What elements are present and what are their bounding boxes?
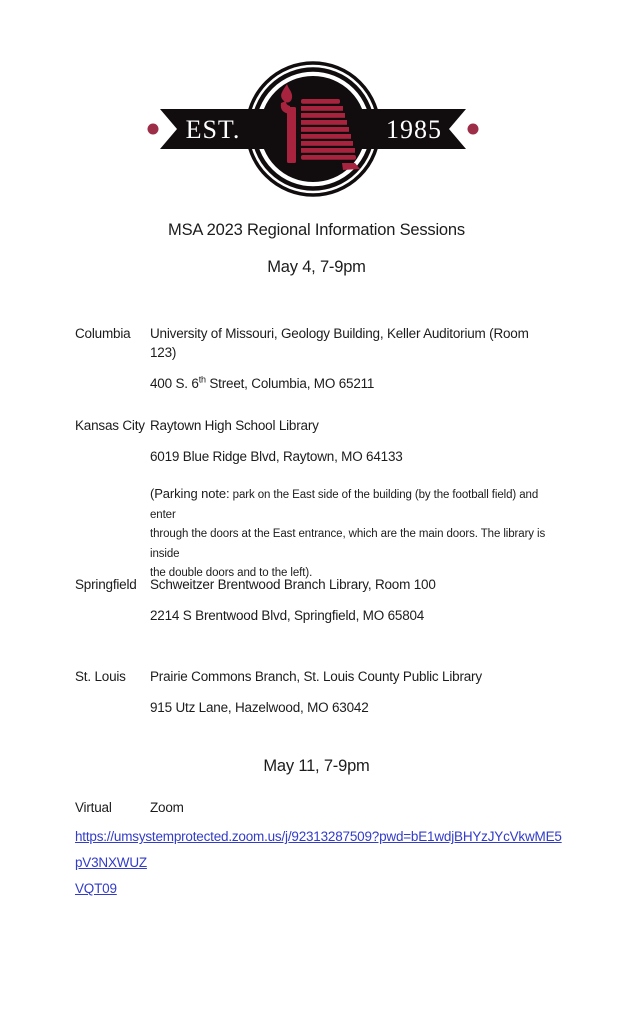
city-label: Springfield: [75, 577, 137, 592]
parking-note-line2: through the doors at the East entrance, which are the main doors. The library is inside: [150, 528, 546, 560]
zoom-meeting-link[interactable]: [75, 824, 565, 902]
ordinal-suffix: th: [198, 374, 206, 385]
city-label: Kansas City: [75, 418, 145, 433]
address-text: 400 S. 6th Street, Columbia, MO 65211: [150, 374, 375, 391]
session-row-kansas-city: [75, 416, 558, 584]
may4-heading: May 4, 7-9pm: [267, 258, 366, 276]
address-text: 2214 S Brentwood Blvd, Springfield, MO 65804: [150, 608, 425, 623]
venue-text: University of Missouri, Geology Building, Keller Auditorium (Room 123): [150, 326, 529, 360]
zoom-link-line1[interactable]: https://umsystemprotected.zoom.us/j/92313287509?pwd=bE1wdjBHYzJYcVkwME5pV3NXWUZ: [75, 829, 562, 870]
venue-text: Schweitzer Brentwood Branch Library, Room 100: [150, 577, 436, 592]
city-label: Columbia: [75, 326, 131, 341]
est-label: EST.: [185, 115, 241, 144]
page-title: MSA 2023 Regional Information Sessions: [168, 221, 465, 239]
venue-text: Raytown High School Library: [150, 418, 319, 433]
year-label: 1985: [386, 115, 442, 144]
city-label: St. Louis: [75, 669, 126, 684]
parking-note: [150, 484, 558, 584]
zoom-link-line2[interactable]: VQT09: [75, 881, 117, 896]
session-row-springfield: [75, 575, 558, 637]
platform-text: Zoom: [150, 800, 184, 815]
address-text: 6019 Blue Ridge Blvd, Raytown, MO 64133: [150, 449, 403, 464]
city-label: Virtual: [75, 800, 112, 815]
msa-logo: [146, 57, 480, 203]
ribbon-dot-left-icon: [148, 124, 159, 135]
address-text: 915 Utz Lane, Hazelwood, MO 63042: [150, 700, 369, 715]
venue-text: Prairie Commons Branch, St. Louis County Public Library: [150, 669, 482, 684]
session-row-columbia: [75, 324, 558, 405]
may11-heading: May 11, 7-9pm: [263, 757, 370, 775]
ribbon-dot-right-icon: [468, 124, 479, 135]
parking-note-line3: the double doors and to the left).: [150, 567, 313, 579]
parking-note-line1: (Parking note: park on the East side of the building (by the football field) and enter: [150, 486, 539, 521]
session-row-st-louis: [75, 667, 558, 729]
